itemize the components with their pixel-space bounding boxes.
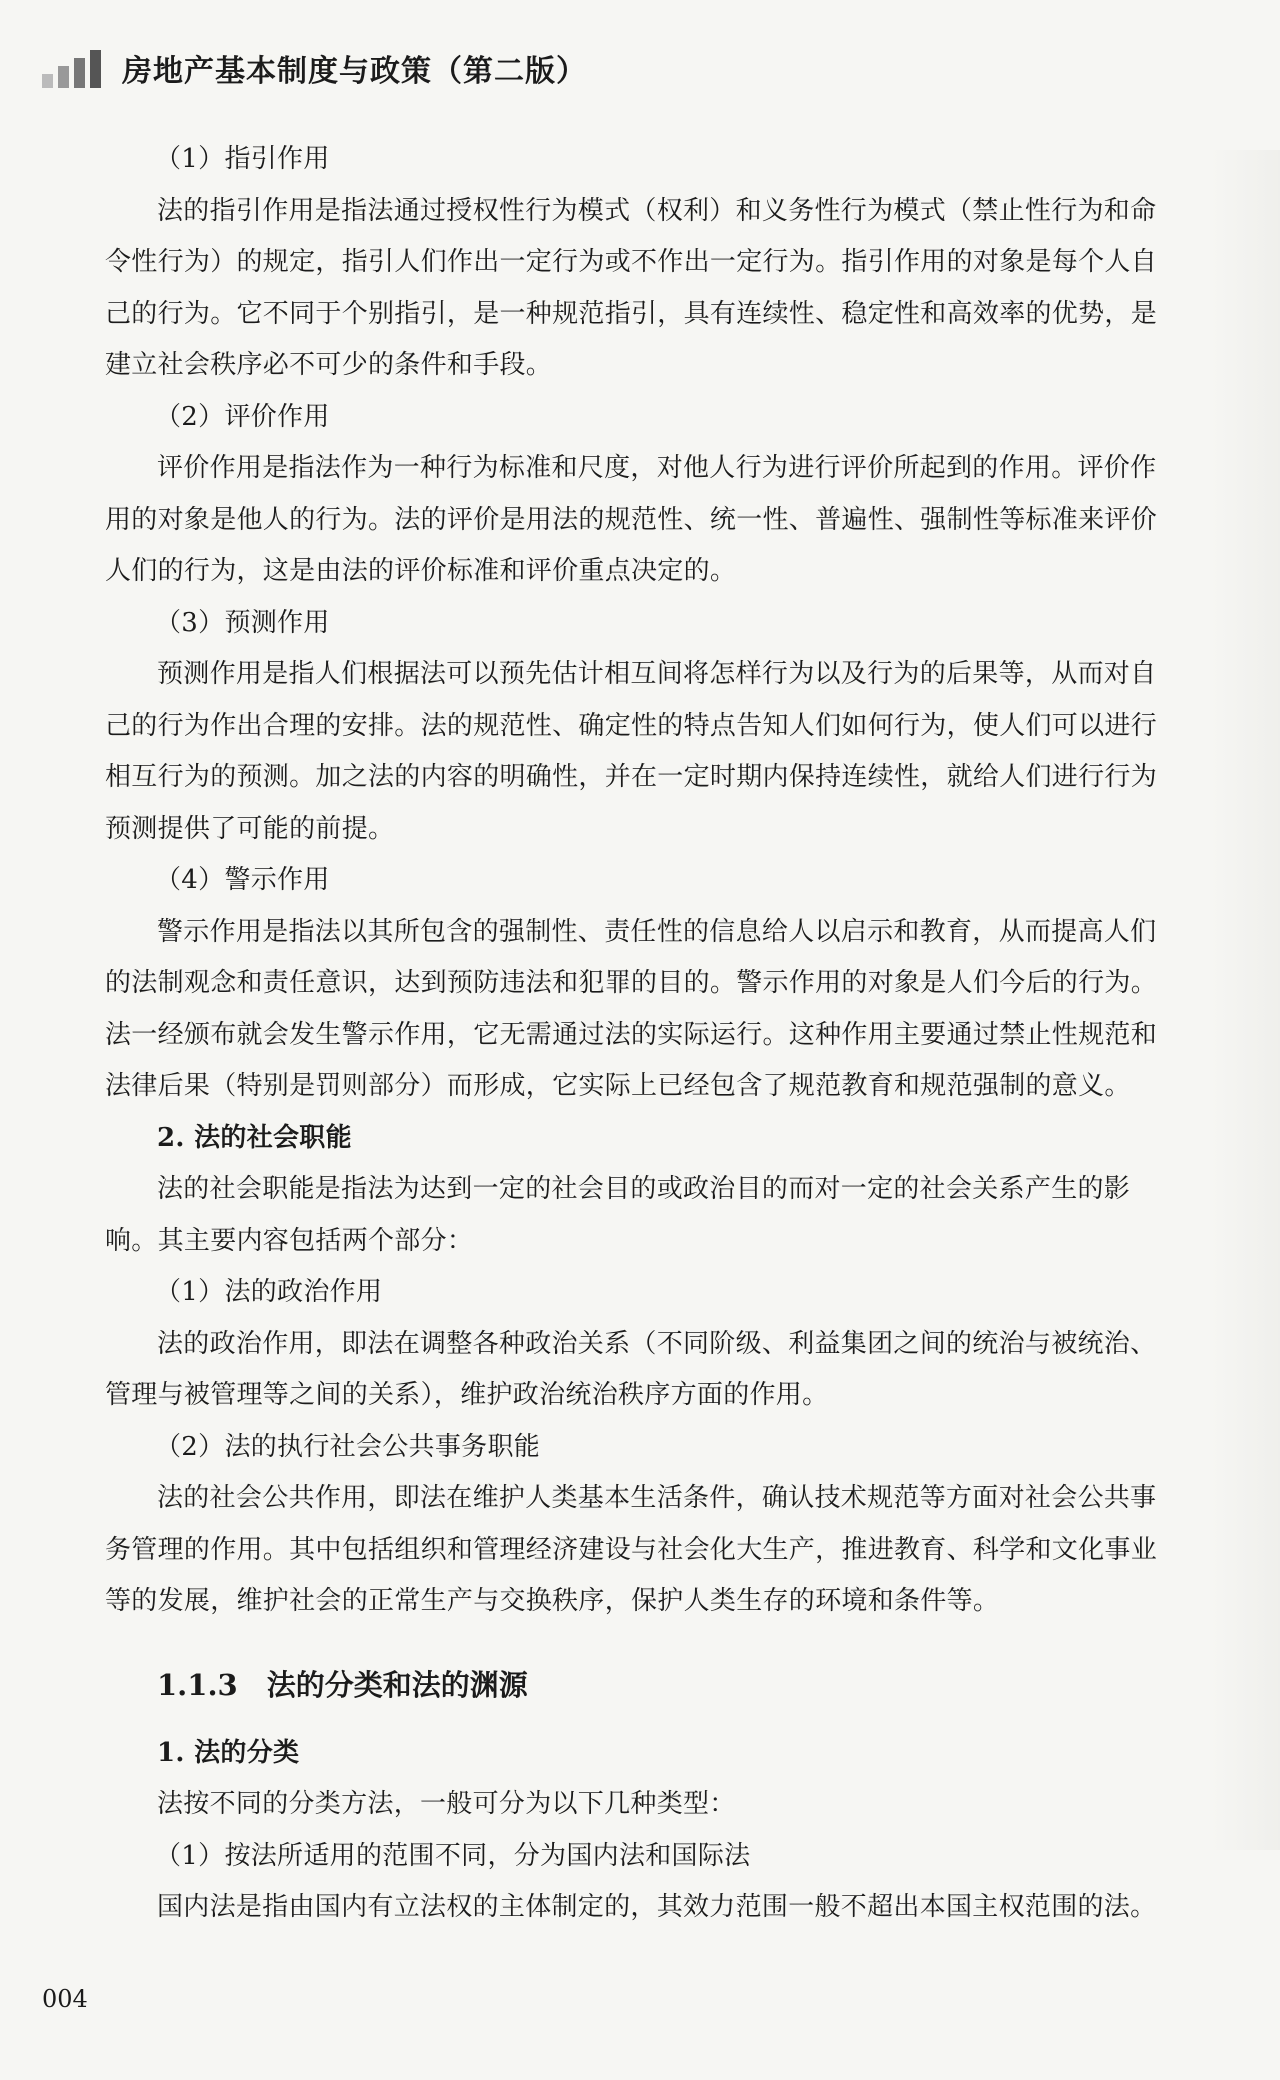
text-line: 己的行为作出合理的安排。法的规范性、确定性的特点告知人们如何行为，使人们可以进行 — [105, 710, 1158, 741]
text-line: 响。其主要内容包括两个部分： — [105, 1225, 474, 1256]
page-body — [105, 134, 1215, 1934]
text-line: 预测作用是指人们根据法可以预先估计相互间将怎样行为以及行为的后果等，从而对自 — [157, 659, 1157, 689]
bold-heading-line: 2. 法的社会职能 — [157, 1122, 352, 1153]
bold-heading-line: 1. 法的分类 — [157, 1737, 300, 1768]
running-header — [42, 40, 587, 96]
body-paragraphs — [105, 134, 1215, 1628]
text-line: 法的指引作用是指法通过授权性行为模式（权利）和义务性行为模式（禁止性行为和命 — [157, 195, 1157, 226]
book-title: 房地产基本制度与政策（第二版） — [122, 54, 587, 89]
text-line: 人们的行为，这是由法的评价标准和评价重点决定的。 — [105, 556, 737, 586]
text-line: 国内法是指由国内有立法权的主体制定的，其效力范围一般不超出本国主权范围的法。 — [157, 1892, 1157, 1922]
body-paragraphs-after — [105, 1728, 1215, 1934]
page-edge-shadow — [1210, 150, 1280, 1850]
subheading-line: （4）警示作用 — [155, 865, 330, 895]
text-line: 警示作用是指法以其所包含的强制性、责任性的信息给人以启示和教育，从而提高人们 — [157, 916, 1157, 947]
text-line: 建立社会秩序必不可少的条件和手段。 — [105, 350, 553, 380]
text-line: 的法制观念和责任意识，达到预防违法和犯罪的目的。警示作用的对象是人们今后的行为。 — [105, 968, 1158, 998]
section-heading: 1.1.3 法的分类和法的渊源 — [157, 1667, 528, 1702]
text-line: 务管理的作用。其中包括组织和管理经济建设与社会化大生产，推进教育、科学和文化事业 — [105, 1534, 1158, 1565]
subheading-line: （1）指引作用 — [155, 144, 330, 174]
page-number: 004 — [42, 1985, 88, 2013]
subheading-line: （3）预测作用 — [155, 607, 330, 638]
subheading-line: （1）法的政治作用 — [155, 1277, 383, 1307]
text-line: 令性行为）的规定，指引人们作出一定行为或不作出一定行为。指引作用的对象是每个人自 — [105, 247, 1158, 277]
text-line: 法按不同的分类方法，一般可分为以下几种类型： — [157, 1789, 736, 1819]
text-line: 相互行为的预测。加之法的内容的明确性，并在一定时期内保持连续性，就给人们进行行为 — [105, 762, 1158, 792]
text-line: 法一经颁布就会发生警示作用，它无需通过法的实际运行。这种作用主要通过禁止性规范和 — [105, 1019, 1158, 1050]
text-line: 法的政治作用，即法在调整各种政治关系（不同阶级、利益集团之间的统治与被统治、 — [157, 1328, 1157, 1359]
text-line: 法的社会职能是指法为达到一定的社会目的或政治目的而对一定的社会关系产生的影 — [157, 1174, 1131, 1204]
text-line: 等的发展，维护社会的正常生产与交换秩序，保护人类生存的环境和条件等。 — [105, 1586, 1000, 1616]
text-line: 用的对象是他人的行为。法的评价是用法的规范性、统一性、普遍性、强制性等标准来评价 — [105, 504, 1158, 535]
text-line: 评价作用是指法作为一种行为标准和尺度，对他人行为进行评价所起到的作用。评价作 — [157, 453, 1157, 483]
text-line: 管理与被管理等之间的关系），维护政治统治秩序方面的作用。 — [105, 1380, 829, 1410]
subheading-line: （2）评价作用 — [155, 401, 330, 432]
text-line: 法的社会公共作用，即法在维护人类基本生活条件，确认技术规范等方面对社会公共事 — [157, 1483, 1157, 1513]
header-bars-icon — [42, 48, 106, 88]
text-line: 法律后果（特别是罚则部分）而形成，它实际上已经包含了规范教育和规范强制的意义。 — [105, 1071, 1131, 1101]
text-line: 己的行为。它不同于个别指引，是一种规范指引，具有连续性、稳定性和高效率的优势，是 — [105, 298, 1158, 329]
subheading-line: （1）按法所适用的范围不同，分为国内法和国际法 — [155, 1840, 751, 1871]
text-line: 预测提供了可能的前提。 — [105, 813, 395, 844]
subheading-line: （2）法的执行社会公共事务职能 — [155, 1431, 541, 1462]
